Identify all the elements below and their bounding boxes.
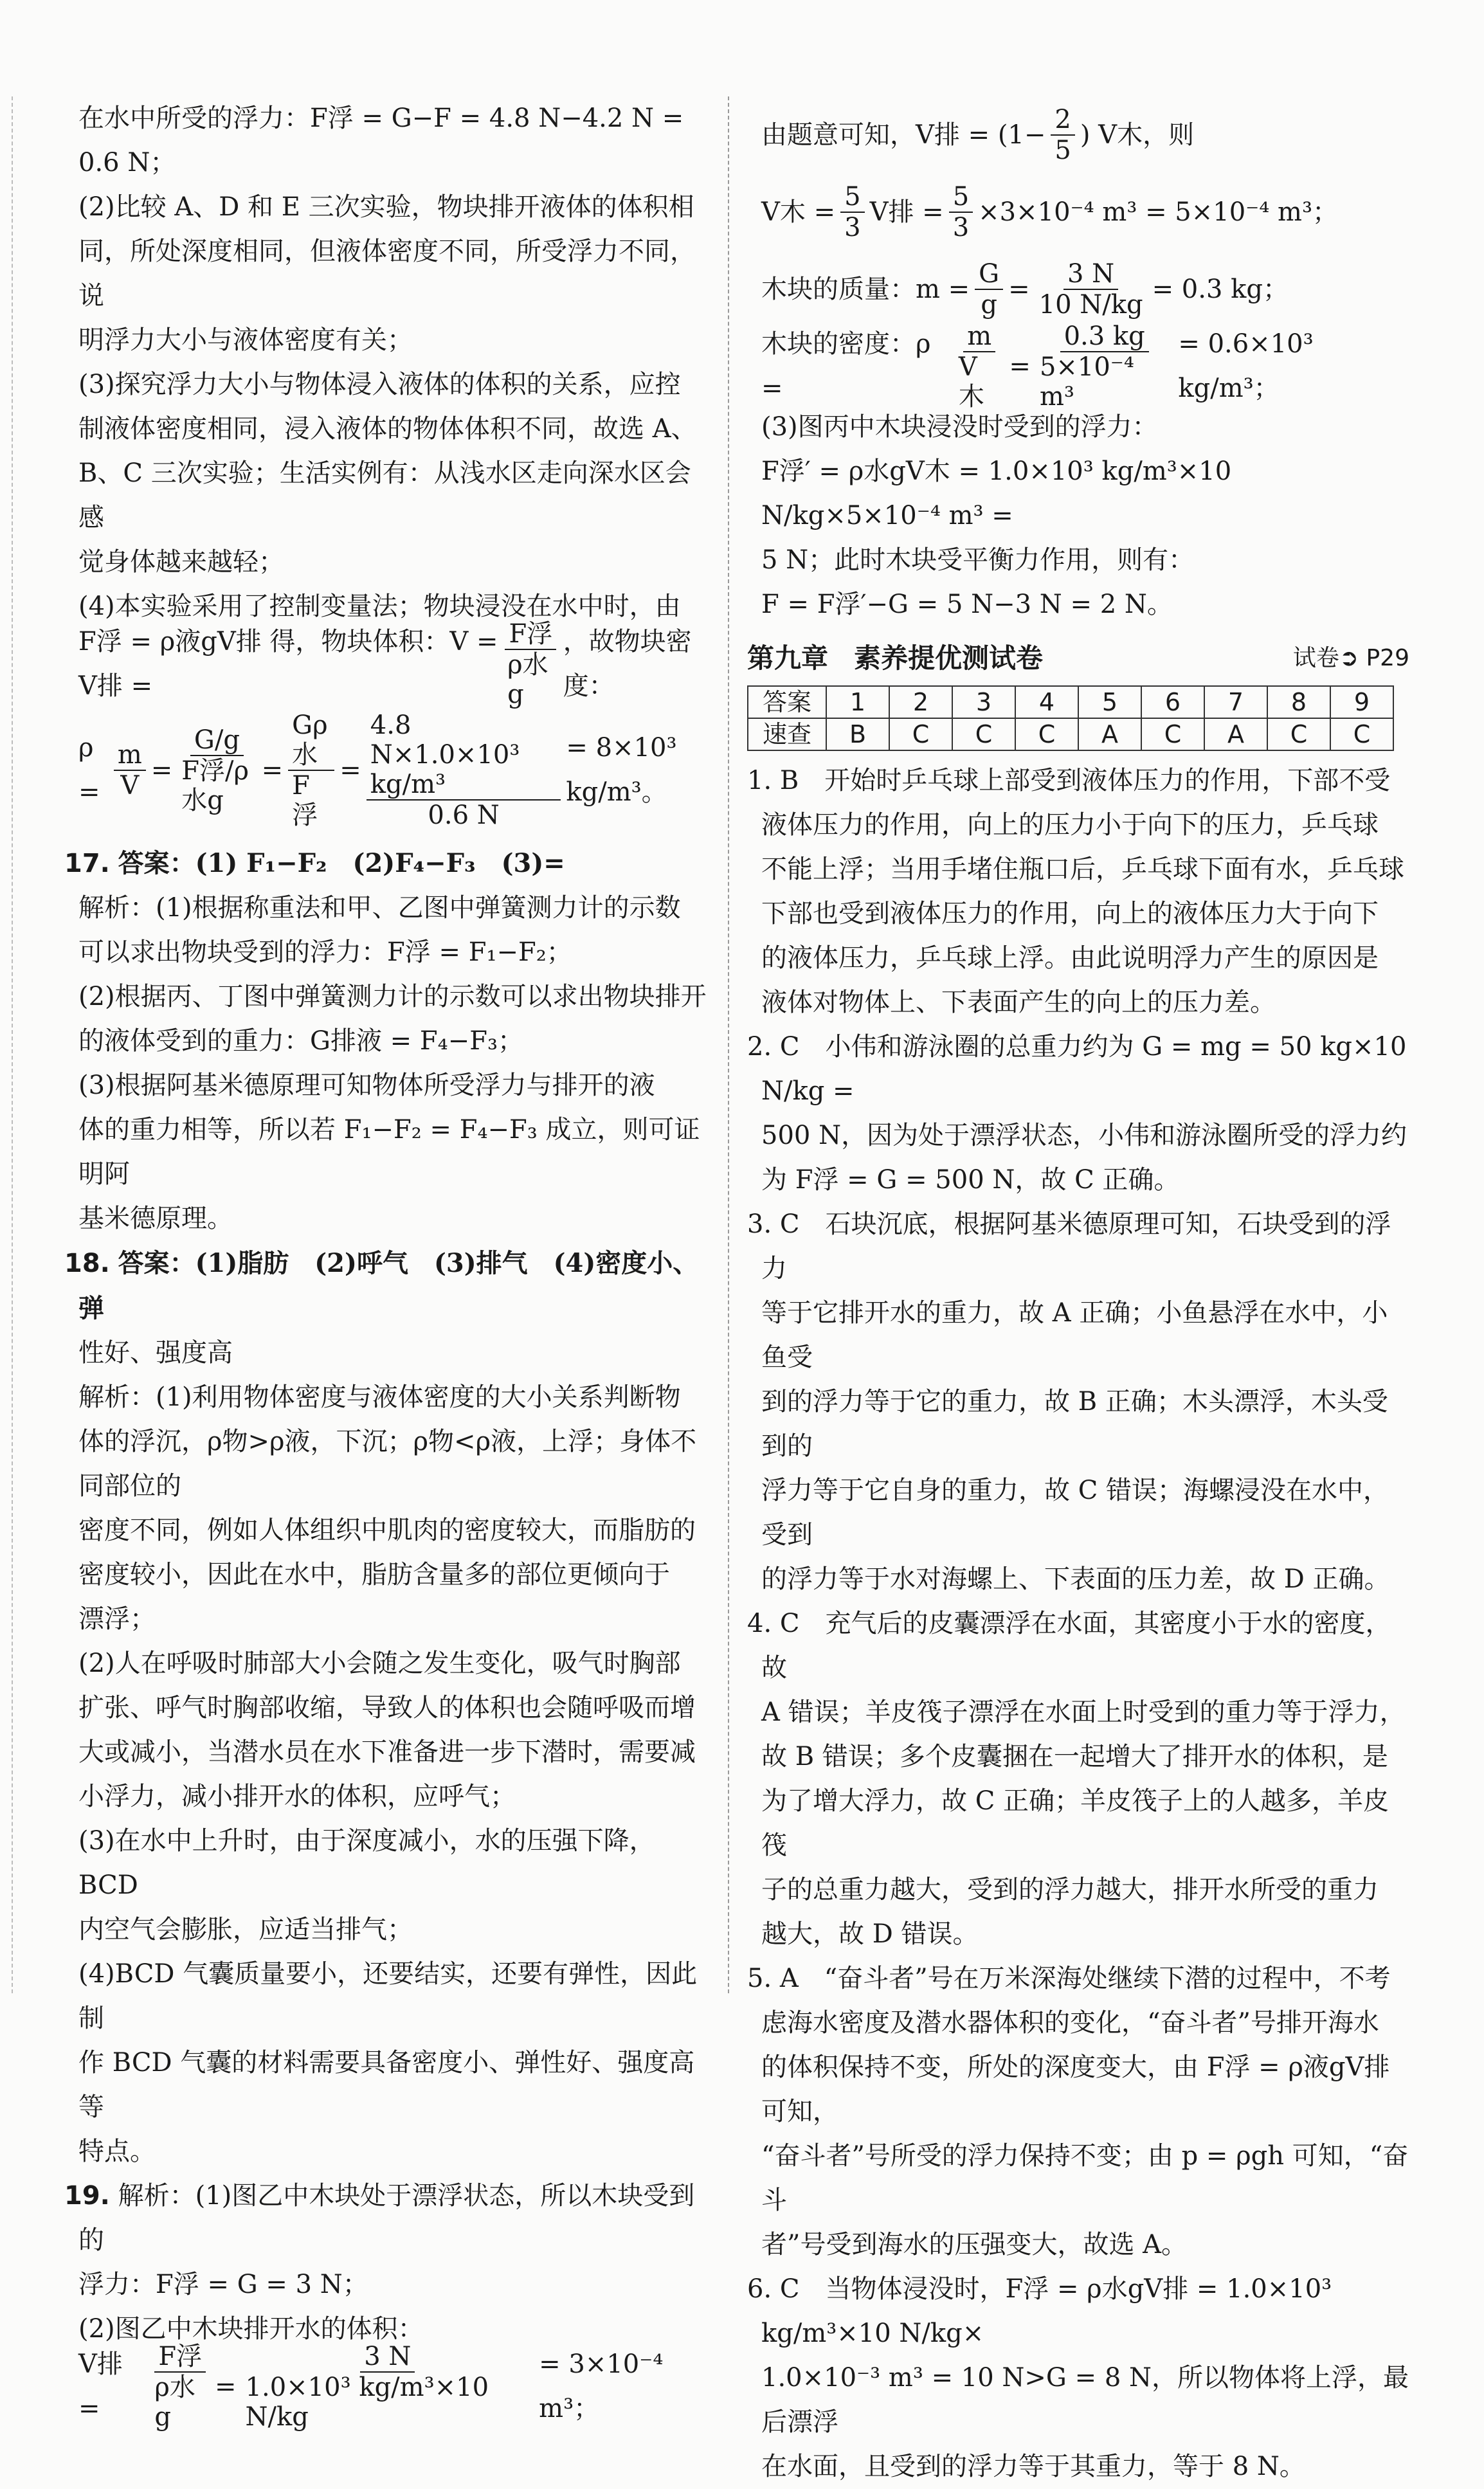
text-line: 内空气会膨胀，应适当排气； [78, 1915, 413, 1944]
text-line: 体的重力相等，所以若 F₁−F₂ = F₄−F₃ 成立，则可证明阿 [78, 1115, 700, 1189]
formula-text: F浮 = ρ液gV排 得，物块体积：V = V排 = [78, 627, 498, 701]
denominator: F浮 [292, 771, 318, 830]
table-cell: C [1141, 718, 1204, 750]
numerator: 4.8 N×1.0×10³ kg/m³ [366, 710, 561, 801]
formula-text: V排 = [869, 197, 944, 227]
answer: 答案：(1)脂肪 (2)呼气 (3)排气 (4)密度小、弹 [78, 1248, 699, 1323]
text-line: 密度不同，例如人体组织中肌肉的密度较大，而脂肪的 [78, 1516, 696, 1545]
formula-text: 由题意可知，V排 = (1− [761, 120, 1046, 150]
numerator: m [114, 740, 146, 771]
table-cell: A [1204, 718, 1267, 750]
answer: 答案：(1) F₁−F₂ (2)F₄−F₃ (3)= [118, 848, 565, 878]
text-line: 500 N，因为处于漂浮状态，小伟和游泳圈所受的浮力约 [761, 1121, 1407, 1150]
question-19 [64, 2174, 714, 2263]
text-line: F = F浮′−G = 5 N−3 N = 2 N。 [761, 590, 1173, 619]
fraction [150, 2342, 210, 2432]
denominator: 5×10⁻⁴ m³ [1039, 352, 1134, 412]
answer-item: 1. B 开始时乒乓球上部受到液体压力的作用，下部不受 [747, 766, 1391, 795]
text-line: 下部也受到液体压力的作用，向上的液体压力大于向下 [761, 899, 1379, 928]
numerator: m [963, 321, 995, 352]
text-line: (2)根据丙、丁图中弹簧测力计的示数可以求出物块排开 [78, 982, 707, 1011]
formula-text: 木块的密度：ρ = [761, 329, 931, 403]
denominator: 1.0×10³ kg/m³×10 N/kg [245, 2373, 489, 2432]
text-line: 虑海水密度及潜水器体积的变化，“奋斗者”号排开海水 [761, 2008, 1379, 2038]
answer-item: 2. C 小伟和游泳圈的总重力约为 G = mg = 50 kg×10 N/kg = [747, 1032, 1407, 1106]
answer-item: 3. C 石块沉底，根据阿基米德原理可知，石块受到的浮力 [747, 1209, 1391, 1283]
answer: 解析：(1)图乙中木块处于漂浮状态，所以木块受到的 [78, 2181, 695, 2255]
table-header-cell: 速查 [748, 718, 826, 750]
numerator: F浮 [154, 2342, 206, 2373]
formula-text: = 8×10³ kg/m³。 [566, 733, 677, 807]
answer-item: 4. C 充气后的皮囊漂浮在水面，其密度小于水的密度，故 [747, 1609, 1391, 1683]
text-line: F浮′ = ρ水gV木 = 1.0×10³ kg/m³×10 N/kg×5×10⁻⁴ m³ = [761, 457, 1232, 530]
text-line: 作 BCD 气囊的材料需要具备密度小、弹性好、强度高等 [78, 2048, 695, 2122]
text-line: 越大，故 D 错误。 [761, 1919, 979, 1949]
question-18 [64, 1241, 714, 1331]
text-line: 特点。 [78, 2137, 156, 2166]
text-line: 在水面，且受到的浮力等于其重力，等于 8 N。 [761, 2452, 1305, 2481]
text-line: 的液体压力，乒乓球上浮。由此说明浮力产生的原因是 [761, 943, 1379, 973]
table-cell: 7 [1204, 686, 1267, 718]
table-cell: 8 [1267, 686, 1330, 718]
text-line: “奋斗者”号所受的浮力保持不变；由 p = ρgh 可知，“奋斗 [761, 2141, 1409, 2215]
fraction [288, 710, 334, 830]
numerator: 2 [1051, 105, 1074, 136]
table-cell: C [1015, 718, 1078, 750]
numerator: G [975, 259, 1003, 290]
text-line: (2)比较 A、D 和 E 三次实验，物块排开液体的体积相 [78, 192, 694, 222]
denominator: 3 [844, 213, 861, 242]
formula-wood-volume [747, 174, 1409, 251]
fraction [1036, 321, 1173, 412]
text-line: 同，所处深度相同，但液体密度不同，所受浮力不同，说 [78, 237, 696, 311]
fraction [840, 182, 864, 242]
chapter-number: 第九章 [747, 642, 829, 674]
text-line: (3)在水中上升时，由于深度减小，水的压强下降，BCD [78, 1826, 655, 1900]
question-number: 19. [64, 2181, 110, 2211]
fraction [177, 725, 256, 815]
formula-density: ρ = $\frac{m}{V}$ = $\frac{G/g}{\text{F浮/ρ水g}}$ = $\frac{\text{Gρ水}}{\text{F浮}}$ = $\frac{\text{4.8 N×1.0×10³ kg/m³}}{0.6 N}$ = 8×10³ kg/m³。 [64, 700, 714, 841]
text-line: A 错误；羊皮筏子漂浮在水面上时受到的重力等于浮力， [761, 1697, 1406, 1727]
text-line: 不能上浮；当用手堵住瓶口后，乒乓球下面有水，乒乓球 [761, 855, 1404, 884]
table-cell: 3 [952, 686, 1015, 718]
text-line: 在水中所受的浮力：F浮 = G−F = 4.8 N−4.2 N = 0.6 N； [78, 104, 684, 177]
text-line: 解析：(1)根据称重法和甲、乙图中弹簧测力计的示数 [78, 893, 681, 923]
formula-text: = 0.3 kg； [1152, 274, 1289, 304]
formula-wood-mass: 木块的质量：m = $\frac{G}{g}$ = $\frac{3 N}{10 N/kg}$ = 0.3 kg； [761, 259, 1289, 320]
fraction [949, 182, 973, 242]
text-line: 浮力：F浮 = G = 3 N； [78, 2270, 368, 2299]
numerator: 5 [840, 182, 864, 213]
text-line: 扩张、呼气时胸部收缩，导致人的体积也会随呼吸而增 [78, 1693, 696, 1723]
table-cell: 1 [826, 686, 889, 718]
formula-displaced-volume: V排 = $\frac{\text{F浮}}{\text{ρ水g}}$ = $\frac{3 N}{\text{1.0×10³ kg/m³×10 N/kg}}$ = 3×10⁻⁴ m³； [64, 2351, 714, 2422]
test-title: 素养提优测试卷 [854, 642, 1044, 674]
text-line: B、C 三次实验；生活实例有：从浅水区走向深水区会感 [78, 458, 691, 532]
question-17 [64, 841, 714, 886]
formula-text: ) V木，则 [1080, 120, 1195, 150]
text-line: 为 F浮 = G = 500 N，故 C 正确。 [761, 1165, 1180, 1195]
table-cell: C [1330, 718, 1393, 750]
formula-wood-density: 木块的密度：ρ = $\frac{m}{\text{V木}}$ = $\frac{0.3 kg}{\text{5×10⁻⁴ m³}}$ = 0.6×10³ kg/m³； [747, 328, 1409, 405]
fraction [1035, 259, 1147, 320]
table-cell: C [952, 718, 1015, 750]
formula-text: V木 = [761, 197, 836, 227]
denominator: 5 [1054, 136, 1071, 165]
chapter-heading [747, 636, 1409, 680]
table-cell: 2 [889, 686, 952, 718]
denominator: 10 N/kg [1038, 290, 1143, 320]
denominator: V木 [958, 352, 984, 412]
text-line: 明浮力大小与液体密度有关； [78, 325, 413, 355]
fraction [503, 619, 558, 709]
table-cell: 5 [1078, 686, 1141, 718]
formula-text: = 0.6×10³ kg/m³； [1178, 329, 1314, 403]
text-line: 的液体受到的重力：G排液 = F₄−F₃； [78, 1026, 523, 1056]
text-line: 体的浮沉，ρ物>ρ液，下沉；ρ物<ρ液，上浮；身体不同部位的 [78, 1427, 697, 1501]
formula-text: 木块的质量：m = [761, 274, 970, 304]
table-cell: B [826, 718, 889, 750]
fraction [366, 710, 561, 830]
text-line: 的体积保持不变，所处的深度变大，由 F浮 = ρ液gV排 可知， [761, 2052, 1390, 2126]
text-line: 子的总重力越大，受到的浮力越大，排开水所受的重力 [761, 1875, 1379, 1905]
text-line: 故 B 错误；多个皮囊捆在一起增大了排开水的体积，是 [761, 1742, 1388, 1771]
formula-text: ρ = [78, 733, 100, 807]
text-line: 小浮力，减小排开水的体积，应呼气； [78, 1782, 516, 1811]
numerator: F浮 [505, 619, 556, 650]
answer-item: 6. C 当物体浸没时，F浮 = ρ水gV排 = 1.0×10³ kg/m³×10 N/kg× [747, 2274, 1332, 2348]
text-line: (4)本实验采用了控制变量法；物块浸没在水中时，由 [78, 592, 681, 621]
text-line: 大或减小，当潜水员在水下准备进一步下潜时，需要减 [78, 1737, 696, 1767]
formula-ratio [747, 96, 1409, 174]
text-line: 漂浮； [78, 1604, 156, 1634]
text-line: 为了增大浮力，故 C 正确；羊皮筏子上的人越多，羊皮筏 [761, 1786, 1389, 1860]
text-line: 到的浮力等于它的重力，故 B 正确；木头漂浮，木头受到的 [761, 1387, 1388, 1461]
table-cell: C [889, 718, 952, 750]
text-line: 可以求出物块受到的浮力：F浮 = F₁−F₂； [78, 937, 572, 967]
text-line: 液体压力的作用，向上的压力小于向下的压力，乒乓球 [761, 810, 1379, 840]
denominator: F浮/ρ水g [181, 756, 249, 815]
question-number: 17. [64, 849, 110, 878]
numerator: Gρ水 [288, 710, 334, 771]
numerator: G/g [190, 725, 244, 756]
left-column [64, 96, 714, 2432]
fraction [1051, 105, 1074, 165]
text-line: 液体对物体上、下表面产生的向上的压力差。 [761, 988, 1276, 1017]
text-line: 浮力等于它自身的重力，故 C 错误；海螺浸没在水中，受到 [761, 1476, 1389, 1550]
formula-text: = 3×10⁻⁴ m³； [539, 2349, 664, 2423]
text-line: 1.0×10⁻³ m³ = 10 N>G = 8 N，所以物体将上浮，最后漂浮 [761, 2363, 1409, 2437]
text-line: 者”号受到海水的压强变大，故选 A。 [761, 2230, 1188, 2259]
question-number: 18. [64, 1249, 110, 1278]
numerator: 5 [949, 182, 973, 213]
text-line: (3)根据阿基米德原理可知物体所受浮力与排开的液 [78, 1071, 655, 1100]
text-line: 5 N；此时木块受平衡力作用，则有： [761, 545, 1195, 575]
text-line: (2)图乙中木块排开水的体积： [78, 2314, 424, 2344]
text-line: 的浮力等于水对海螺上、下表面的压力差，故 D 正确。 [761, 1564, 1390, 1594]
denominator: ρ水g [154, 2373, 195, 2432]
fraction [114, 740, 146, 801]
text-line: 解析：(1)利用物体密度与液体密度的大小关系判断物 [78, 1382, 681, 1412]
formula-text: ，故物块密度： [563, 627, 692, 701]
fraction [242, 2342, 534, 2432]
page-reference: 试卷➲ P29 [1292, 645, 1409, 671]
text-line: 基米德原理。 [78, 1204, 233, 1233]
text-line: 性好、强度高 [78, 1338, 233, 1368]
table-header-cell: 答案 [748, 686, 826, 718]
formula-text: V排 = [78, 2349, 123, 2423]
text-line: (4)BCD 气囊质量要小，还要结实，还要有弹性，因此制 [78, 1959, 698, 2033]
table-cell: 6 [1141, 686, 1204, 718]
text-line: (3)探究浮力大小与物体浸入液体的体积的关系，应控 [78, 370, 681, 399]
text-line: 制液体密度相同，浸入液体的物体体积不同，故选 A、 [78, 414, 697, 444]
table-cell: C [1267, 718, 1330, 750]
denominator: 0.6 N [428, 801, 500, 830]
answer-item: 5. A “奋斗者”号在万米深海处继续下潜的过程中，不考 [747, 1964, 1391, 1993]
text-line: (2)人在呼吸时肺部大小会随之发生变化，吸气时胸部 [78, 1649, 681, 1678]
denominator: 3 [952, 213, 970, 242]
text-line: (3)图丙中木块浸没时受到的浮力： [761, 412, 1158, 442]
denominator: g [981, 290, 997, 320]
chapter-title [747, 636, 1043, 680]
fraction [975, 259, 1003, 320]
right-column [747, 96, 1409, 2489]
table-cell: A [1078, 718, 1141, 750]
answer-table-header [748, 686, 1393, 718]
text-line: 密度较小，因此在水中，脂肪含量多的部位更倾向于 [78, 1560, 670, 1589]
fraction [955, 321, 1004, 412]
table-cell: 4 [1015, 686, 1078, 718]
denominator: ρ水g [507, 650, 548, 709]
numerator: 3 N [1063, 259, 1118, 290]
table-cell: 9 [1330, 686, 1393, 718]
denominator: V [120, 771, 140, 801]
formula-text: ×3×10⁻⁴ m³ = 5×10⁻⁴ m³； [978, 197, 1338, 227]
text-line: 觉身体越来越轻； [78, 547, 284, 577]
numerator: 0.3 kg [1060, 321, 1149, 352]
formula-volume [64, 619, 714, 709]
column-divider [728, 96, 729, 1993]
answer-table-values [748, 718, 1393, 750]
answer-table [747, 685, 1394, 751]
numerator: 3 N [360, 2342, 415, 2373]
page-edge-dashes [12, 96, 13, 1993]
text-line: 等于它排开水的重力，故 A 正确；小鱼悬浮在水中，小鱼受 [761, 1298, 1388, 1372]
